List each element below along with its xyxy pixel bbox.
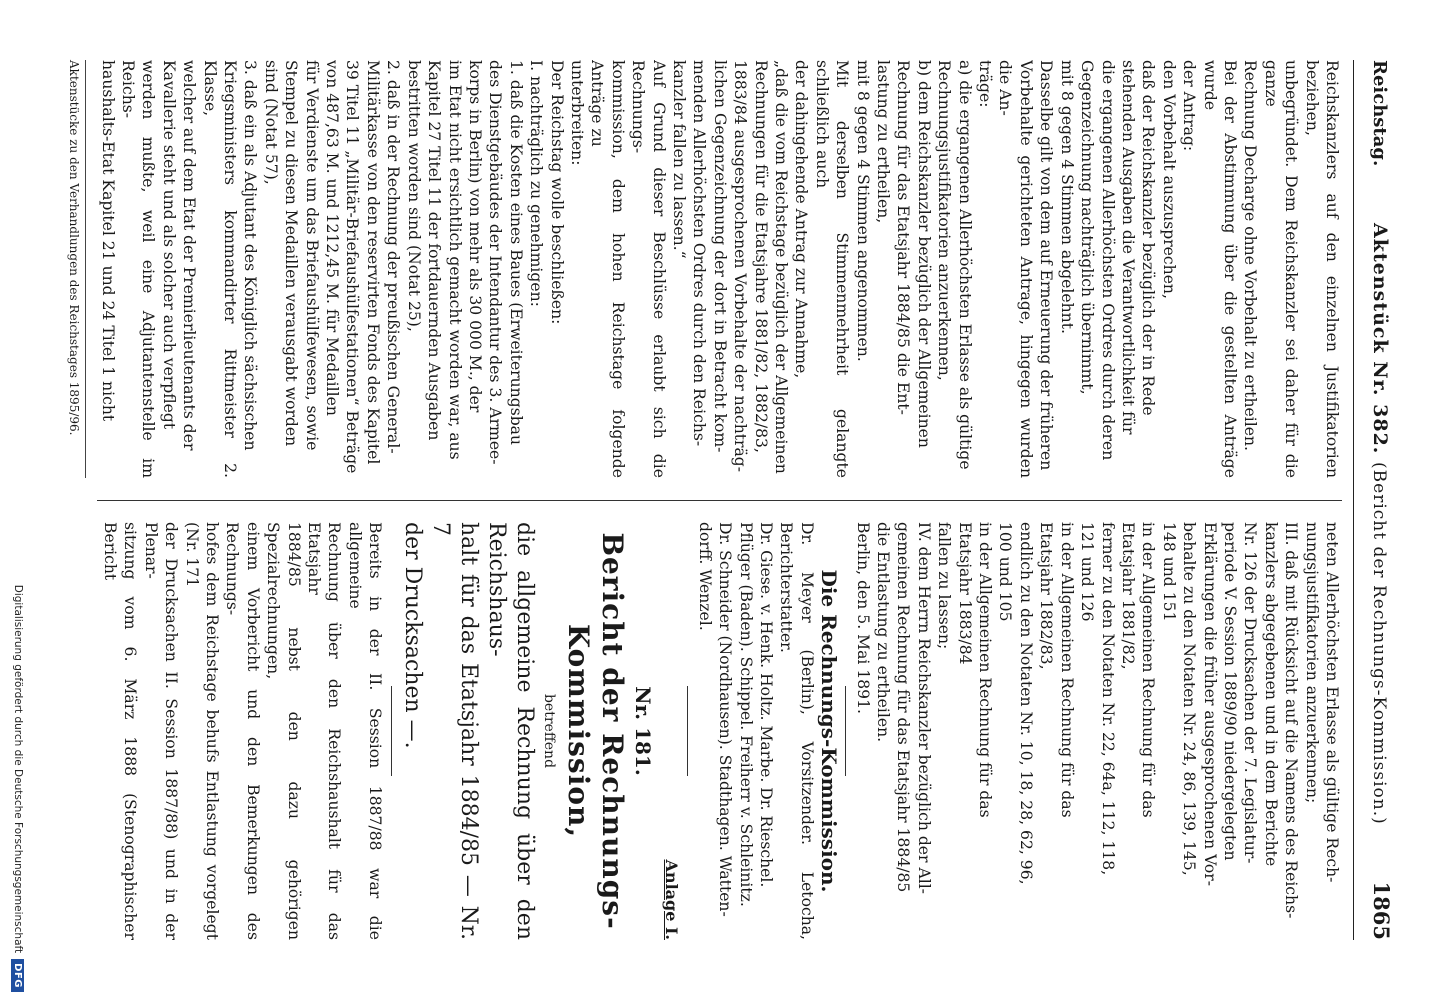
text-line: menden Allerhöchsten Ordres durch den Reichs-	[690, 60, 709, 447]
text-line: III. daß mit Rücksicht auf die Namens des Reichs-	[1282, 522, 1301, 919]
text-line: Reichskanzlers auf den einzelnen Justifikatorien beziehen,	[1302, 60, 1341, 478]
text-line: Dr. Schneider (Nordhausen). Stadthagen. Watten-	[716, 522, 735, 917]
text-line: Mit derselben Stimmenmehrheit gelangte schließlich auch	[812, 60, 852, 478]
text-line: I. nachträglich zu genehmigen:	[527, 60, 546, 307]
text-line: der Antrag:	[1180, 60, 1199, 152]
text-line: mit 8 gegen 4 Stimmen angenommen.	[853, 60, 872, 362]
text-line: fallen zu lassen;	[935, 522, 954, 650]
text-line	[97, 522, 100, 940]
text-line: Dr. Giese. v. Henk. Holtz. Marbe. Dr. Rieschel.	[757, 522, 776, 888]
text-line: 2. daß in der Rechnung der preußischen General-	[384, 60, 403, 454]
right-top-text	[852, 522, 1342, 940]
text-line: 3. daß ein als Adjutant des Königlich sächsischen	[241, 60, 260, 451]
text-line: unbegründet. Dem Reichskanzler sei daher für die ganze	[1261, 60, 1301, 478]
text-line: stehenden Ausgaben die Verantwortlichkeit für	[1118, 60, 1137, 435]
text-line: 121 und 126	[1078, 522, 1097, 622]
dfg-logo: DFG	[12, 959, 25, 992]
header-left: Reichstag.	[1369, 60, 1390, 167]
text-line: Bei der Abstimmung über die gestellten Anträge wurde	[1200, 60, 1239, 478]
text-line: behalte zu den Notaten Nr. 24, 86, 139, 145,	[1180, 522, 1199, 876]
text-line: Rechnung über den Reichshaushalt für das Etatsjahr	[304, 522, 344, 940]
text-line: kommission, dem hohen Reichstage folgende Anträge zu	[588, 60, 627, 478]
text-line: lichen Gegenzeichnung der dort in Betracht kom-	[710, 60, 729, 453]
commission-members	[694, 522, 816, 940]
header-title: Aktenstück Nr. 382.	[1369, 223, 1391, 455]
text-line: Etatsjahr 1881/82,	[1118, 522, 1137, 670]
text-line: hofes dem Reichstage behufs Entlastung vorgelegt (Nr. 171	[182, 522, 221, 940]
report-title: Bericht der Rechnungs-Kommission,	[561, 532, 629, 930]
text-line: bestritten worden sind (Notat 25),	[404, 60, 423, 332]
text-line: Rechnung für das Etatsjahr 1884/85 die Ent-	[894, 60, 913, 415]
text-line: Nr. 126 der Drucksachen der 7. Legislatur-	[1241, 522, 1260, 864]
text-line: der dahingehende Antrag zur Annahme,	[792, 60, 811, 379]
commission-title: Die Rechnungs-Kommission.	[817, 569, 842, 893]
text-line: daß der Reichskanzler bezüglich der in Rede	[1139, 60, 1158, 416]
text-line: periode V. Session 1889/90 niedergelegten	[1220, 522, 1239, 861]
text-line: in der Allgemeinen Rechnung für das	[1057, 522, 1076, 818]
text-line: Der Reichstag wolle beschließen:	[547, 60, 566, 325]
text-line: Dasselbe gilt von dem auf Erneuerung der früheren	[1037, 60, 1056, 471]
text-line: welcher auf dem Etat der Premierlieutenants der	[180, 60, 199, 451]
text-line: Vorbehalte gerichteten Antrage, hingegen wurden die An-	[996, 60, 1035, 478]
text-line: der Drucksachen —.	[400, 522, 426, 749]
text-line: gemeinen Rechnung für das Etatsjahr 1884/85	[894, 522, 913, 893]
text-line: die allgemeine Rechnung über den Reichshaus-	[484, 522, 538, 940]
betreffend-label: betreffend	[540, 693, 557, 769]
right-column	[97, 522, 1342, 940]
left-column	[97, 60, 1342, 478]
text-line: träge:	[976, 60, 995, 108]
text-line: sind (Notat 57),	[261, 60, 280, 185]
header-subtitle: (Bericht der Rechnungs-Kommission.)	[1369, 462, 1389, 825]
text-line: Rechnung Decharge ohne Vorbehalt zu ertheilen.	[1241, 60, 1260, 451]
text-line: werden mußte, weil eine Adjutantenstelle im Reichs-	[119, 60, 158, 478]
text-line: von 487,63 M. und 1212,45 M. für Medaillen	[323, 60, 342, 416]
text-line: Etatsjahr 1883/84	[955, 522, 974, 665]
text-line: lastung zu ertheilen,	[874, 60, 893, 224]
text-line: dorff. Wenzel.	[695, 522, 714, 631]
text-line: haushalts-Etat Kapitel 21 und 24 Titel 1 nicht	[98, 60, 117, 422]
text-line: halt für das Etatsjahr 1884/85 — Nr. 7	[428, 522, 482, 940]
text-line: Kriegsministers kommandirter Rittmeister 2. Klasse,	[200, 60, 240, 478]
divider	[391, 686, 392, 776]
text-line: Auf Grund dieser Beschlüsse erlaubt sich die Rechnungs-	[629, 60, 668, 478]
text-line: Gegenzeichnung nachträglich übernimmt,	[1078, 60, 1097, 395]
text-line: die ergangenen Allerhöchsten Ordres durch deren	[1098, 60, 1117, 461]
report-subject	[398, 522, 538, 940]
text-line: im Etat nicht ersichtlich gemacht worden war, aus	[445, 60, 464, 460]
text-line: sitzung vom 6. März 1888 (Stenographischer Bericht	[100, 522, 140, 940]
text-line: Etatsjahr 1882/83,	[1037, 522, 1056, 670]
text-line: 148 und 151	[1159, 522, 1178, 622]
text-line: endlich zu den Notaten Nr. 10, 18, 28, 62, 96,	[1016, 522, 1035, 885]
text-line: Militärkasse von den reservirten Fonds des Kapitel	[363, 60, 382, 465]
text-line: unterbreiten:	[567, 60, 586, 166]
text-line: Bereits in der II. Session 1887/88 war die allgemeine	[345, 522, 385, 940]
divider	[687, 686, 688, 776]
text-line: 100 und 105	[996, 522, 1015, 622]
text-line: IV. dem Herrn Reichskanzler bezüglich der All-	[914, 522, 933, 894]
header-center	[1369, 223, 1391, 825]
text-line: die Entlastung zu ertheilen.	[874, 522, 893, 743]
text-line: Stempel zu diesen Medaillen verausgabt worden	[282, 60, 301, 447]
running-head	[1353, 60, 1394, 940]
text-line: Kavallerie steht und als solcher auch verpflegt	[159, 60, 178, 430]
footer-note: Aktenstücke zu den Verhandlungen des Reichstages 1895/96.	[67, 60, 86, 478]
text-line: ferner zu den Notaten Nr. 22, 64a, 112, 118,	[1098, 522, 1117, 876]
text-line: b) dem Reichskanzler bezüglich der Allgemeinen	[914, 60, 933, 448]
text-line: einem Vorbericht und den Bemerkungen des Rechnungs-	[223, 522, 262, 940]
text-line: in der Allgemeinen Rechnung für das	[976, 522, 995, 818]
column-rule	[97, 500, 1342, 501]
text-line: neten Allerhöchsten Erlasse als gültige Rech-	[1323, 522, 1341, 883]
text-line: den Vorbehalt auszusprechen,	[1159, 60, 1178, 299]
text-line: 1884/85 nebst den dazu gehörigen Spezialrechnungen,	[264, 522, 303, 940]
text-line: für Verdienste um das Briefaushülfewesen, sowie	[302, 60, 321, 451]
text-line: Pflüger (Baden). Schippel. Freiherr v. Schleinitz.	[736, 522, 755, 907]
text-line: Rechnungen für die Etatsjahre 1881/82, 1882/83,	[751, 60, 770, 453]
text-line: mit 8 gegen 4 Stimmen abgelehnt.	[1057, 60, 1076, 334]
margin-note	[8, 0, 28, 1000]
text-line: des Dienstgebäudes der Intendantur des 3. Armee-	[486, 60, 505, 465]
digitization-credit: Digitalisierung gefördert durch die Deutsche Forschungsgemeinschaft	[12, 584, 24, 954]
text-line: kanzler fallen zu lassen.“	[670, 60, 688, 259]
text-line: korps in Berlin) von mehr als 30 000 M., der	[465, 60, 484, 413]
text-line: der Drucksachen II. Session 1887/88) und in der Plenar-	[141, 522, 181, 940]
report-body	[97, 522, 385, 940]
text-line: 39 Titel 11 „Militär-Briefaushülfestationen“ Beträge	[343, 60, 362, 474]
text-line: in der Allgemeinen Rechnung für das	[1139, 522, 1158, 818]
text-line: a) die ergangenen Allerhöchsten Erlasse als gültige	[955, 60, 974, 470]
text-line: Dr. Meyer (Berlin), Vorsitzender. Letocha, Berichterstatter.	[777, 522, 816, 940]
text-line: Berlin, den 5. Mai 1891.	[853, 522, 872, 714]
page-number: 1865	[1369, 881, 1394, 940]
text-line: 1. daß die Kosten eines Baues (Erweiterungsbau	[506, 60, 525, 446]
text-line: Erklärungen die früher ausgesprochenen Vor-	[1200, 522, 1219, 887]
page-area	[34, 60, 1394, 940]
document-number: Nr. 181.	[631, 686, 655, 776]
anlage-label: Anlage I.	[662, 859, 682, 940]
text-line: „daß die vom Reichstage bezüglich der Allgemeinen	[772, 60, 791, 474]
text-line: kanzlers abgegebenen und in dem Berichte	[1261, 522, 1280, 867]
text-line: nungsjustifikatorien anzuerkennen;	[1302, 522, 1321, 804]
text-line: Kapitel 27 Titel 11 der fortdauernden Ausgaben	[425, 60, 444, 441]
text-line: Rechnungsjustifikatorien anzuerkennen,	[935, 60, 954, 381]
text-line: 1883/84 ausgesprochenen Vorbehalte der nachträg-	[731, 60, 750, 473]
divider	[845, 686, 846, 776]
